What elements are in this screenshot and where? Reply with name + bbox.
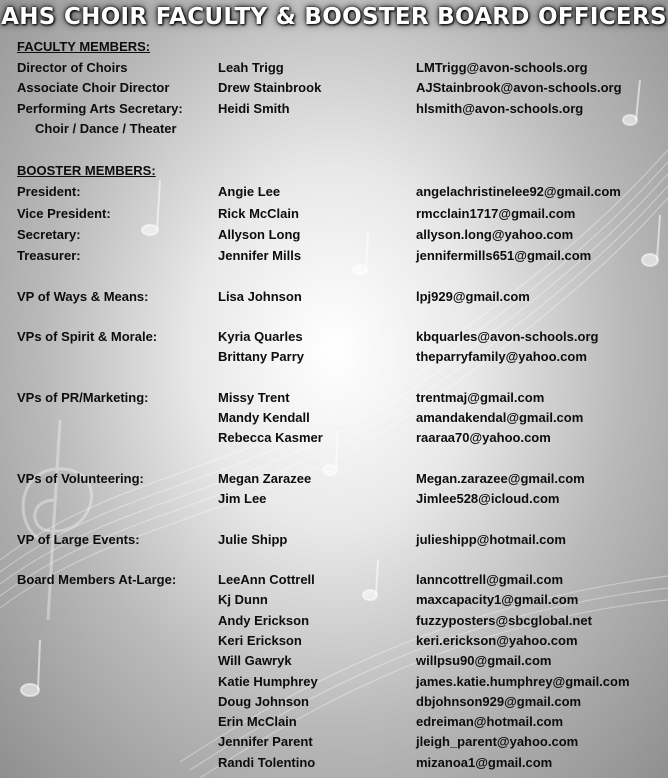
role-label: VP of Large Events: (17, 532, 140, 547)
booster-row (0, 469, 668, 489)
faculty-heading: FACULTY MEMBERS: (17, 39, 151, 54)
role-label: Director of Choirs (17, 60, 128, 75)
booster-row (0, 732, 668, 752)
booster-row (0, 246, 668, 266)
email-address[interactable]: lanncottrell@gmail.com (416, 572, 564, 587)
booster-row (0, 611, 668, 631)
member-name: Mandy Kendall (218, 410, 310, 425)
member-name: Will Gawryk (218, 653, 292, 668)
member-name: Erin McClain (218, 714, 297, 729)
email-address[interactable]: theparryfamily@yahoo.com (416, 349, 587, 364)
member-name: Heidi Smith (218, 101, 290, 116)
booster-row (0, 182, 668, 202)
role-label: Treasurer: (17, 248, 81, 263)
member-name: Keri Erickson (218, 633, 302, 648)
member-name: LeeAnn Cottrell (218, 572, 315, 587)
email-address[interactable]: angelachristinelee92@gmail.com (416, 184, 621, 199)
member-name: Leah Trigg (218, 60, 284, 75)
member-name: Allyson Long (218, 227, 301, 242)
faculty-row (0, 99, 668, 119)
role-label: President: (17, 184, 81, 199)
email-address[interactable]: hlsmith@avon-schools.org (416, 101, 584, 116)
email-address[interactable]: rmcclain1717@gmail.com (416, 206, 576, 221)
member-name: Randi Tolentino (218, 755, 316, 770)
booster-row (0, 753, 668, 773)
booster-row (0, 388, 668, 408)
email-address[interactable]: trentmaj@gmail.com (416, 390, 545, 405)
member-name: Kj Dunn (218, 592, 268, 607)
role-label: Vice President: (17, 206, 111, 221)
member-name: Missy Trent (218, 390, 290, 405)
booster-row (0, 672, 668, 692)
booster-row (0, 489, 668, 509)
faculty-row (0, 58, 668, 78)
role-label: VPs of PR/Marketing: (17, 390, 149, 405)
email-address[interactable]: fuzzyposters@sbcglobal.net (416, 613, 592, 628)
booster-row (0, 692, 668, 712)
booster-row (0, 590, 668, 610)
role-label: Secretary: (17, 227, 81, 242)
email-address[interactable]: lpj929@gmail.com (416, 289, 530, 304)
member-name: Kyria Quarles (218, 329, 303, 344)
booster-row (0, 408, 668, 428)
role-label: VPs of Spirit & Morale: (17, 329, 158, 344)
booster-row (0, 530, 668, 550)
email-address[interactable]: kbquarles@avon-schools.org (416, 329, 599, 344)
faculty-row (0, 119, 668, 139)
role-label: VP of Ways & Means: (17, 289, 149, 304)
email-address[interactable]: jennifermills651@gmail.com (416, 248, 592, 263)
member-name: Angie Lee (218, 184, 281, 199)
booster-row (0, 347, 668, 367)
email-address[interactable]: AJStainbrook@avon-schools.org (416, 80, 622, 95)
booster-row (0, 287, 668, 307)
role-label: VPs of Volunteering: (17, 471, 144, 486)
booster-row (0, 712, 668, 732)
role-label: Performing Arts Secretary: (17, 101, 183, 116)
member-name: Drew Stainbrook (218, 80, 322, 95)
email-address[interactable]: dbjohnson929@gmail.com (416, 694, 582, 709)
email-address[interactable]: mizanoa1@gmail.com (416, 755, 553, 770)
email-address[interactable]: willpsu90@gmail.com (416, 653, 552, 668)
booster-row (0, 225, 668, 245)
email-address[interactable]: LMTrigg@avon-schools.org (416, 60, 588, 75)
email-address[interactable]: amandakendal@gmail.com (416, 410, 584, 425)
member-name: Katie Humphrey (218, 674, 318, 689)
page-title: AHS CHOIR FACULTY & BOOSTER BOARD OFFICERS (1, 4, 667, 30)
member-name: Jennifer Mills (218, 248, 302, 263)
member-name: Lisa Johnson (218, 289, 302, 304)
role-label: Associate Choir Director (17, 80, 170, 95)
email-address[interactable]: maxcapacity1@gmail.com (416, 592, 579, 607)
member-name: Julie Shipp (218, 532, 288, 547)
email-address[interactable]: Jimlee528@icloud.com (416, 491, 560, 506)
email-address[interactable]: julieshipp@hotmail.com (416, 532, 566, 547)
role-label: Choir / Dance / Theater (35, 121, 177, 136)
member-name: Rick McClain (218, 206, 299, 221)
member-name: Doug Johnson (218, 694, 309, 709)
email-address[interactable]: Megan.zarazee@gmail.com (416, 471, 585, 486)
booster-row (0, 570, 668, 590)
booster-row (0, 428, 668, 448)
member-name: Brittany Parry (218, 349, 304, 364)
member-name: Rebecca Kasmer (218, 430, 323, 445)
booster-row (0, 651, 668, 671)
member-name: Jim Lee (218, 491, 267, 506)
member-name: Jennifer Parent (218, 734, 313, 749)
booster-row (0, 204, 668, 224)
booster-row (0, 327, 668, 347)
booster-row (0, 631, 668, 651)
member-name: Megan Zarazee (218, 471, 312, 486)
email-address[interactable]: edreiman@hotmail.com (416, 714, 564, 729)
role-label: Board Members At-Large: (17, 572, 177, 587)
faculty-row (0, 78, 668, 98)
booster-heading: BOOSTER MEMBERS: (17, 163, 156, 178)
email-address[interactable]: raaraa70@yahoo.com (416, 430, 551, 445)
email-address[interactable]: jleigh_parent@yahoo.com (416, 734, 579, 749)
email-address[interactable]: keri.erickson@yahoo.com (416, 633, 578, 648)
member-name: Andy Erickson (218, 613, 310, 628)
email-address[interactable]: james.katie.humphrey@gmail.com (416, 674, 630, 689)
email-address[interactable]: allyson.long@yahoo.com (416, 227, 574, 242)
